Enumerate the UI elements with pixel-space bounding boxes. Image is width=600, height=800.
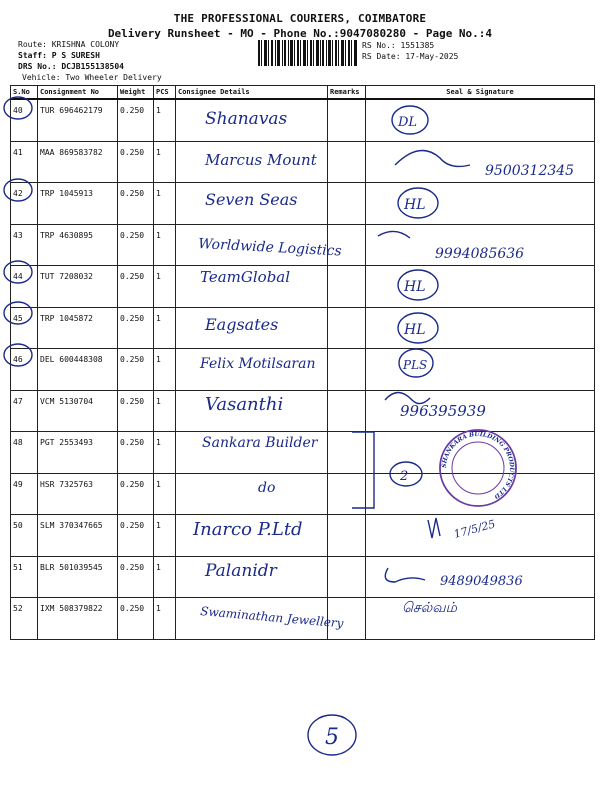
cell-consignment: BLR 501039545 (38, 556, 118, 598)
col-header-pcs: PCS (154, 86, 176, 100)
cell-remarks (328, 473, 366, 515)
cell-seal (366, 349, 595, 391)
cell-remarks (328, 183, 366, 225)
col-header-consignee: Consignee Details (176, 86, 328, 100)
cell-consignment: TRP 1045872 (38, 307, 118, 349)
table-row (11, 99, 595, 141)
consignee-handwriting: TeamGlobal (200, 268, 291, 286)
cell-sno: 42 (11, 183, 38, 225)
cell-consignment: TRP 1045913 (38, 183, 118, 225)
cell-remarks (328, 99, 366, 141)
table-row (11, 556, 595, 598)
cell-weight: 0.250 (118, 390, 154, 432)
cell-consignment: TRP 4630895 (38, 224, 118, 266)
cell-sno: 41 (11, 141, 38, 183)
vehicle-label: Vehicle: Two Wheeler Delivery (22, 73, 162, 82)
seal-text: DL (398, 115, 418, 130)
consignee-handwriting: Eagsates (205, 315, 279, 334)
cell-pcs: 1 (154, 556, 176, 598)
rs-date: RS Date: 17-May-2025 (362, 52, 459, 61)
cell-pcs: 1 (154, 349, 176, 391)
cell-consignee (176, 432, 328, 474)
cell-pcs: 1 (154, 432, 176, 474)
cell-weight: 0.250 (118, 307, 154, 349)
cell-pcs: 1 (154, 224, 176, 266)
cell-pcs: 1 (154, 473, 176, 515)
table-row (11, 432, 595, 474)
cell-consignee (176, 183, 328, 225)
cell-remarks (328, 432, 366, 474)
cell-weight: 0.250 (118, 349, 154, 391)
cell-sno: 48 (11, 432, 38, 474)
table-row (11, 224, 595, 266)
cell-consignee (176, 99, 328, 141)
cell-consignee (176, 224, 328, 266)
cell-pcs: 1 (154, 183, 176, 225)
cell-seal (366, 473, 595, 515)
barcode (258, 40, 358, 66)
table-row (11, 266, 595, 308)
cell-remarks (328, 515, 366, 557)
cell-consignee (176, 141, 328, 183)
cell-consignee (176, 390, 328, 432)
cell-remarks (328, 224, 366, 266)
consignee-handwriting: Worldwide Logistics (197, 236, 343, 260)
cell-consignee (176, 556, 328, 598)
cell-consignment: TUR 696462179 (38, 99, 118, 141)
cell-weight: 0.250 (118, 432, 154, 474)
table-row (11, 307, 595, 349)
table-header-row (11, 86, 595, 100)
cell-sno: 43 (11, 224, 38, 266)
consignee-handwriting: Felix Motilsaran (200, 356, 316, 372)
cell-weight: 0.250 (118, 473, 154, 515)
cell-consignment: MAA 869583782 (38, 141, 118, 183)
col-header-sno: S.No (11, 86, 38, 100)
footer-mark-text: 5 (325, 725, 339, 750)
cell-consignment: DEL 600448308 (38, 349, 118, 391)
table-row (11, 598, 595, 640)
cell-weight: 0.250 (118, 183, 154, 225)
cell-weight: 0.250 (118, 224, 154, 266)
cell-consignee (176, 473, 328, 515)
seal-text: PLS (403, 358, 428, 372)
col-header-remarks: Remarks (328, 86, 366, 100)
cell-consignee (176, 266, 328, 308)
cell-remarks (328, 556, 366, 598)
cell-consignee (176, 307, 328, 349)
route-label: Route: KRISHNA COLONY (18, 40, 120, 49)
runsheet-table (10, 85, 595, 640)
cell-pcs: 1 (154, 307, 176, 349)
table-row (11, 390, 595, 432)
consignee-handwriting: Palanidr (205, 561, 277, 581)
cell-seal (366, 183, 595, 225)
seal-text: 9500312345 (485, 163, 575, 179)
cell-seal (366, 99, 595, 141)
cell-pcs: 1 (154, 99, 176, 141)
cell-seal (366, 307, 595, 349)
runsheet-subtitle: Delivery Runsheet - MO - Phone No.:9047080280 - Page No.:4 (107, 27, 493, 40)
cell-pcs: 1 (154, 598, 176, 640)
footer-circle-mark (308, 715, 356, 755)
seal-text: HL (404, 197, 426, 213)
cell-sno: 46 (11, 349, 38, 391)
consignee-handwriting: Seven Seas (205, 190, 298, 209)
col-header-seal: Seal & Signature (366, 86, 595, 100)
consignee-handwriting: Swaminathan Jewellery (199, 604, 344, 631)
cell-sno: 49 (11, 473, 38, 515)
cell-remarks (328, 307, 366, 349)
seal-text: 9994085636 (435, 246, 525, 262)
staff-label: Staff: P S SURESH (18, 51, 100, 60)
cell-consignment: SLM 370347665 (38, 515, 118, 557)
stamp-text: SHANKARA BUILDING PRODUCTS LTD (440, 430, 516, 500)
cell-sno: 50 (11, 515, 38, 557)
cell-seal (366, 141, 595, 183)
table-row (11, 141, 595, 183)
seal-text: 2 (400, 469, 409, 484)
consignee-handwriting: Vasanthi (205, 394, 284, 415)
cell-sno: 47 (11, 390, 38, 432)
consignee-handwriting: Marcus Mount (205, 151, 317, 169)
rs-number: RS No.: 1551385 (362, 41, 435, 50)
cell-remarks (328, 598, 366, 640)
cell-seal (366, 556, 595, 598)
seal-text: 9489049836 (440, 574, 523, 589)
consignee-handwriting: do (258, 480, 276, 496)
seal-text: HL (404, 322, 426, 338)
cell-remarks (328, 390, 366, 432)
col-header-consignment: Consignment No (38, 86, 118, 100)
seal-text: HL (404, 279, 426, 295)
cell-weight: 0.250 (118, 515, 154, 557)
cell-consignee (176, 598, 328, 640)
cell-weight: 0.250 (118, 99, 154, 141)
cell-pcs: 1 (154, 515, 176, 557)
consignee-handwriting: Shanavas (205, 109, 288, 129)
cell-weight: 0.250 (118, 598, 154, 640)
cell-sno: 45 (11, 307, 38, 349)
col-header-weight: Weight (118, 86, 154, 100)
cell-seal (366, 390, 595, 432)
cell-sno: 40 (11, 99, 38, 141)
consignee-handwriting: Inarco P.Ltd (193, 519, 303, 540)
cell-seal (366, 598, 595, 640)
table-row (11, 183, 595, 225)
cell-seal (366, 515, 595, 557)
cell-weight: 0.250 (118, 266, 154, 308)
cell-consignment: HSR 7325763 (38, 473, 118, 515)
cell-remarks (328, 266, 366, 308)
cell-consignee (176, 349, 328, 391)
company-title: THE PROFESSIONAL COURIERS, COIMBATORE (173, 12, 427, 25)
cell-consignment: PGT 2553493 (38, 432, 118, 474)
cell-sno: 52 (11, 598, 38, 640)
cell-pcs: 1 (154, 141, 176, 183)
cell-seal (366, 266, 595, 308)
seal-text: 17/5/25 (452, 517, 497, 541)
cell-remarks (328, 141, 366, 183)
cell-weight: 0.250 (118, 141, 154, 183)
table-row (11, 473, 595, 515)
seal-text: செல்வம் (402, 600, 457, 616)
cell-consignment: VCM 5130704 (38, 390, 118, 432)
consignee-handwriting: Sankara Builder (202, 435, 318, 451)
cell-consignee (176, 515, 328, 557)
cell-seal (366, 432, 595, 474)
drs-label: DRS No.: DCJB155138504 (18, 62, 124, 71)
cell-remarks (328, 349, 366, 391)
cell-sno: 51 (11, 556, 38, 598)
cell-sno: 44 (11, 266, 38, 308)
cell-pcs: 1 (154, 390, 176, 432)
table-row (11, 349, 595, 391)
seal-text: 996395939 (400, 402, 486, 420)
table-row (11, 515, 595, 557)
cell-pcs: 1 (154, 266, 176, 308)
cell-consignment: IXM 508379822 (38, 598, 118, 640)
cell-seal (366, 224, 595, 266)
cell-consignment: TUT 7208032 (38, 266, 118, 308)
cell-weight: 0.250 (118, 556, 154, 598)
